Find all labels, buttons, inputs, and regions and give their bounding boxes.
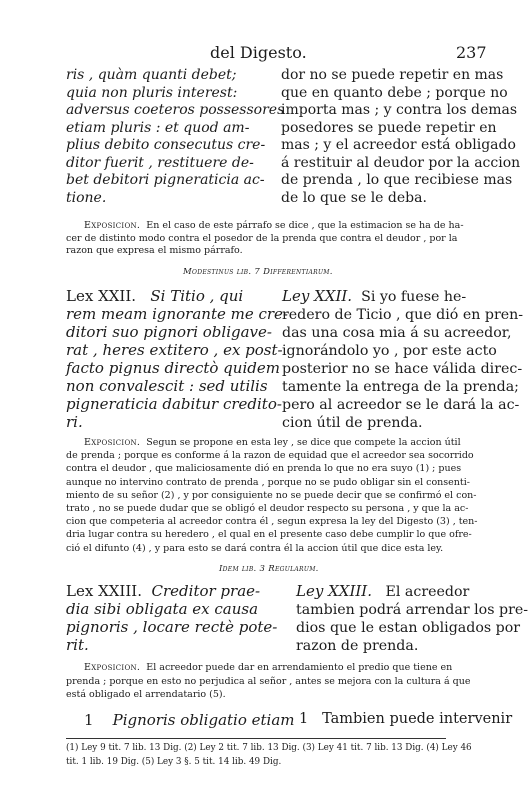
exposition-line: razon que expresa el mismo párrafo. [66, 245, 243, 256]
spanish-line: cion útil de prenda. [282, 415, 423, 431]
law-23-latin [66, 582, 277, 654]
spanish-line: que en quanto debe ; porque no [281, 84, 508, 101]
exposition-line: cion que competeria al acreedor contra él , segun expresa la ley del Digesto (3) , ten- [66, 516, 478, 528]
spanish-line: Si yo fuese he- [361, 289, 467, 305]
footnote-rule [66, 738, 446, 739]
spanish-line: razon de prenda. [296, 638, 419, 654]
catchword-text: Tambien puede intervenir [322, 711, 513, 727]
exposition-line: trato , no se puede dudar que se obligó el deudor respecto su persona , y que la ac- [66, 503, 469, 515]
catchword-number: 1 [84, 711, 94, 729]
law-heading: Ley XXII. [282, 287, 353, 305]
exposition-line: Segun se propone en esta ley , se dice que compete la accion útil [146, 437, 461, 448]
source-attribution: Idem lib. 3 Regularum. [219, 564, 319, 574]
exposition-line: está obligado el arrendatario (5). [66, 689, 226, 700]
exposition-block [66, 661, 471, 702]
latin-line: bet debitori pigneraticia ac- [66, 172, 265, 188]
law-22-latin [66, 287, 288, 431]
exposition-block [66, 220, 464, 258]
spanish-line: posterior no se hace válida direc- [282, 361, 523, 377]
latin-line: ris , quàm quanti debet; [66, 67, 237, 83]
exposition-label: Exposicion. [84, 437, 141, 448]
spanish-line: de lo que se le deba. [281, 189, 427, 206]
latin-line: adversus coeteros possessores [66, 102, 285, 118]
latin-line: non convalescit : sed utilis [66, 377, 268, 395]
latin-line: rem meam ignorante me cre- [66, 305, 288, 323]
latin-line: facto pignus directò quidem [66, 359, 280, 377]
latin-line: rat , heres extitero , ex post- [66, 341, 283, 359]
spanish-line: ignorándolo yo , por este acto [282, 343, 497, 359]
spanish-line: posedores se puede repetir en [281, 119, 497, 136]
spanish-line: dios que le estan obligados por [296, 620, 521, 636]
footnote-line: tit. 1 lib. 19 Dig. (5) Ley 3 §. 5 tit. 14 lib. 49 Dig. [66, 756, 282, 767]
exposition-line: de prenda ; porque es conforme á la razon de equidad que el acreedor sea socorrido [66, 450, 474, 462]
latin-line: Si Titio , qui [150, 287, 244, 305]
latin-line: rit. [66, 636, 89, 654]
latin-line: plius debito consecutus cre- [66, 137, 266, 153]
law-heading: Lex XXII. [66, 287, 137, 305]
spanish-column-continuation [281, 67, 520, 207]
spanish-line: redero de Ticio , que dió en pren- [282, 307, 524, 323]
spanish-line: das una cosa mia á su acreedor, [282, 325, 512, 341]
latin-line: etiam pluris : et quod am- [66, 119, 250, 136]
latin-line: ri. [66, 413, 83, 431]
law-22-spanish [282, 287, 523, 432]
exposition-line: prenda ; porque en esto no perjudica al señor , antes se mejora con la cultura á que [66, 675, 471, 687]
spanish-line: importa mas ; y contra los demas [281, 102, 518, 118]
latin-line: dia sibi obligata ex causa [66, 600, 259, 618]
exposition-line: En el caso de este párrafo se dice , que la estimacion se ha de ha- [146, 220, 464, 231]
catchword-spanish [299, 711, 512, 727]
exposition-label: Exposicion. [84, 662, 141, 673]
latin-column-continuation [66, 67, 284, 207]
exposition-block [66, 436, 478, 555]
exposition-label: Exposicion. [84, 220, 141, 231]
exposition-line: contra el deudor , que maliciosamente dió en prenda lo que no era suyo (1) ; pues [66, 463, 462, 475]
exposition-line: dria lugar contra su heredero , el qual en el presente caso debe cumplir lo que ofre- [66, 529, 472, 541]
spanish-line: pero al acreedor se le dará la ac- [282, 397, 520, 413]
spanish-line: dor no se puede repetir en mas [281, 67, 504, 83]
law-heading: Ley XXIII. [296, 582, 372, 600]
exposition-line: miento de su señor (2) , y por consiguiente no se puede decir que se confirmó el con- [66, 489, 477, 501]
running-header-title: del Digesto. [210, 43, 307, 62]
catchword-text: Pignoris obligatio etiam [112, 711, 295, 729]
latin-line: tione. [66, 189, 107, 206]
spanish-line: El acreedor [385, 584, 470, 600]
latin-line: ditor fuerit , restituere de- [66, 154, 254, 171]
latin-line: ditori suo pignori obligave- [66, 323, 272, 341]
latin-line: Creditor prae- [151, 582, 261, 600]
footnotes [66, 742, 472, 769]
exposition-line: ció el difunto (4) , y para esto se dará contra él la accion útil que dice esta ley. [66, 542, 444, 554]
law-23-spanish [296, 582, 528, 655]
exposition-line: cer de distinto modo contra el posedor de la prenda que contra el deudor , por la [66, 232, 458, 244]
spanish-line: de prenda , lo que recibiese mas [281, 172, 513, 188]
latin-line: pignoris , locare rectè pote- [66, 618, 278, 636]
source-attribution: Modestinus lib. 7 Differentiarum. [183, 267, 333, 277]
latin-line: quia non pluris interest: [66, 84, 238, 101]
spanish-line: mas ; y el acreedor está obligado [281, 137, 516, 153]
spanish-line: tamente la entrega de la prenda; [282, 379, 519, 395]
page-number: 237 [456, 43, 487, 62]
catchword-number: 1 [299, 711, 309, 727]
catchword-latin [84, 711, 295, 729]
spanish-line: á restituir al deudor por la accion [281, 154, 521, 171]
footnote-line: (1) Ley 9 tit. 7 lib. 13 Dig. (2) Ley 2 tit. 7 lib. 13 Dig. (3) Ley 41 tit. 7 lib. 13 Dig. (4) Ley 46 [66, 743, 472, 753]
spanish-line: tambien podrá arrendar los pre- [296, 602, 529, 618]
latin-line: pigneraticia dabitur credito- [66, 395, 282, 413]
exposition-line: aunque no intervino contrato de prenda , porque no se pudo obligar sin el consenti- [66, 476, 470, 488]
exposition-line: El acreedor puede dar en arrendamiento el predio que tiene en [146, 662, 453, 673]
law-heading: Lex XXIII. [66, 582, 142, 600]
